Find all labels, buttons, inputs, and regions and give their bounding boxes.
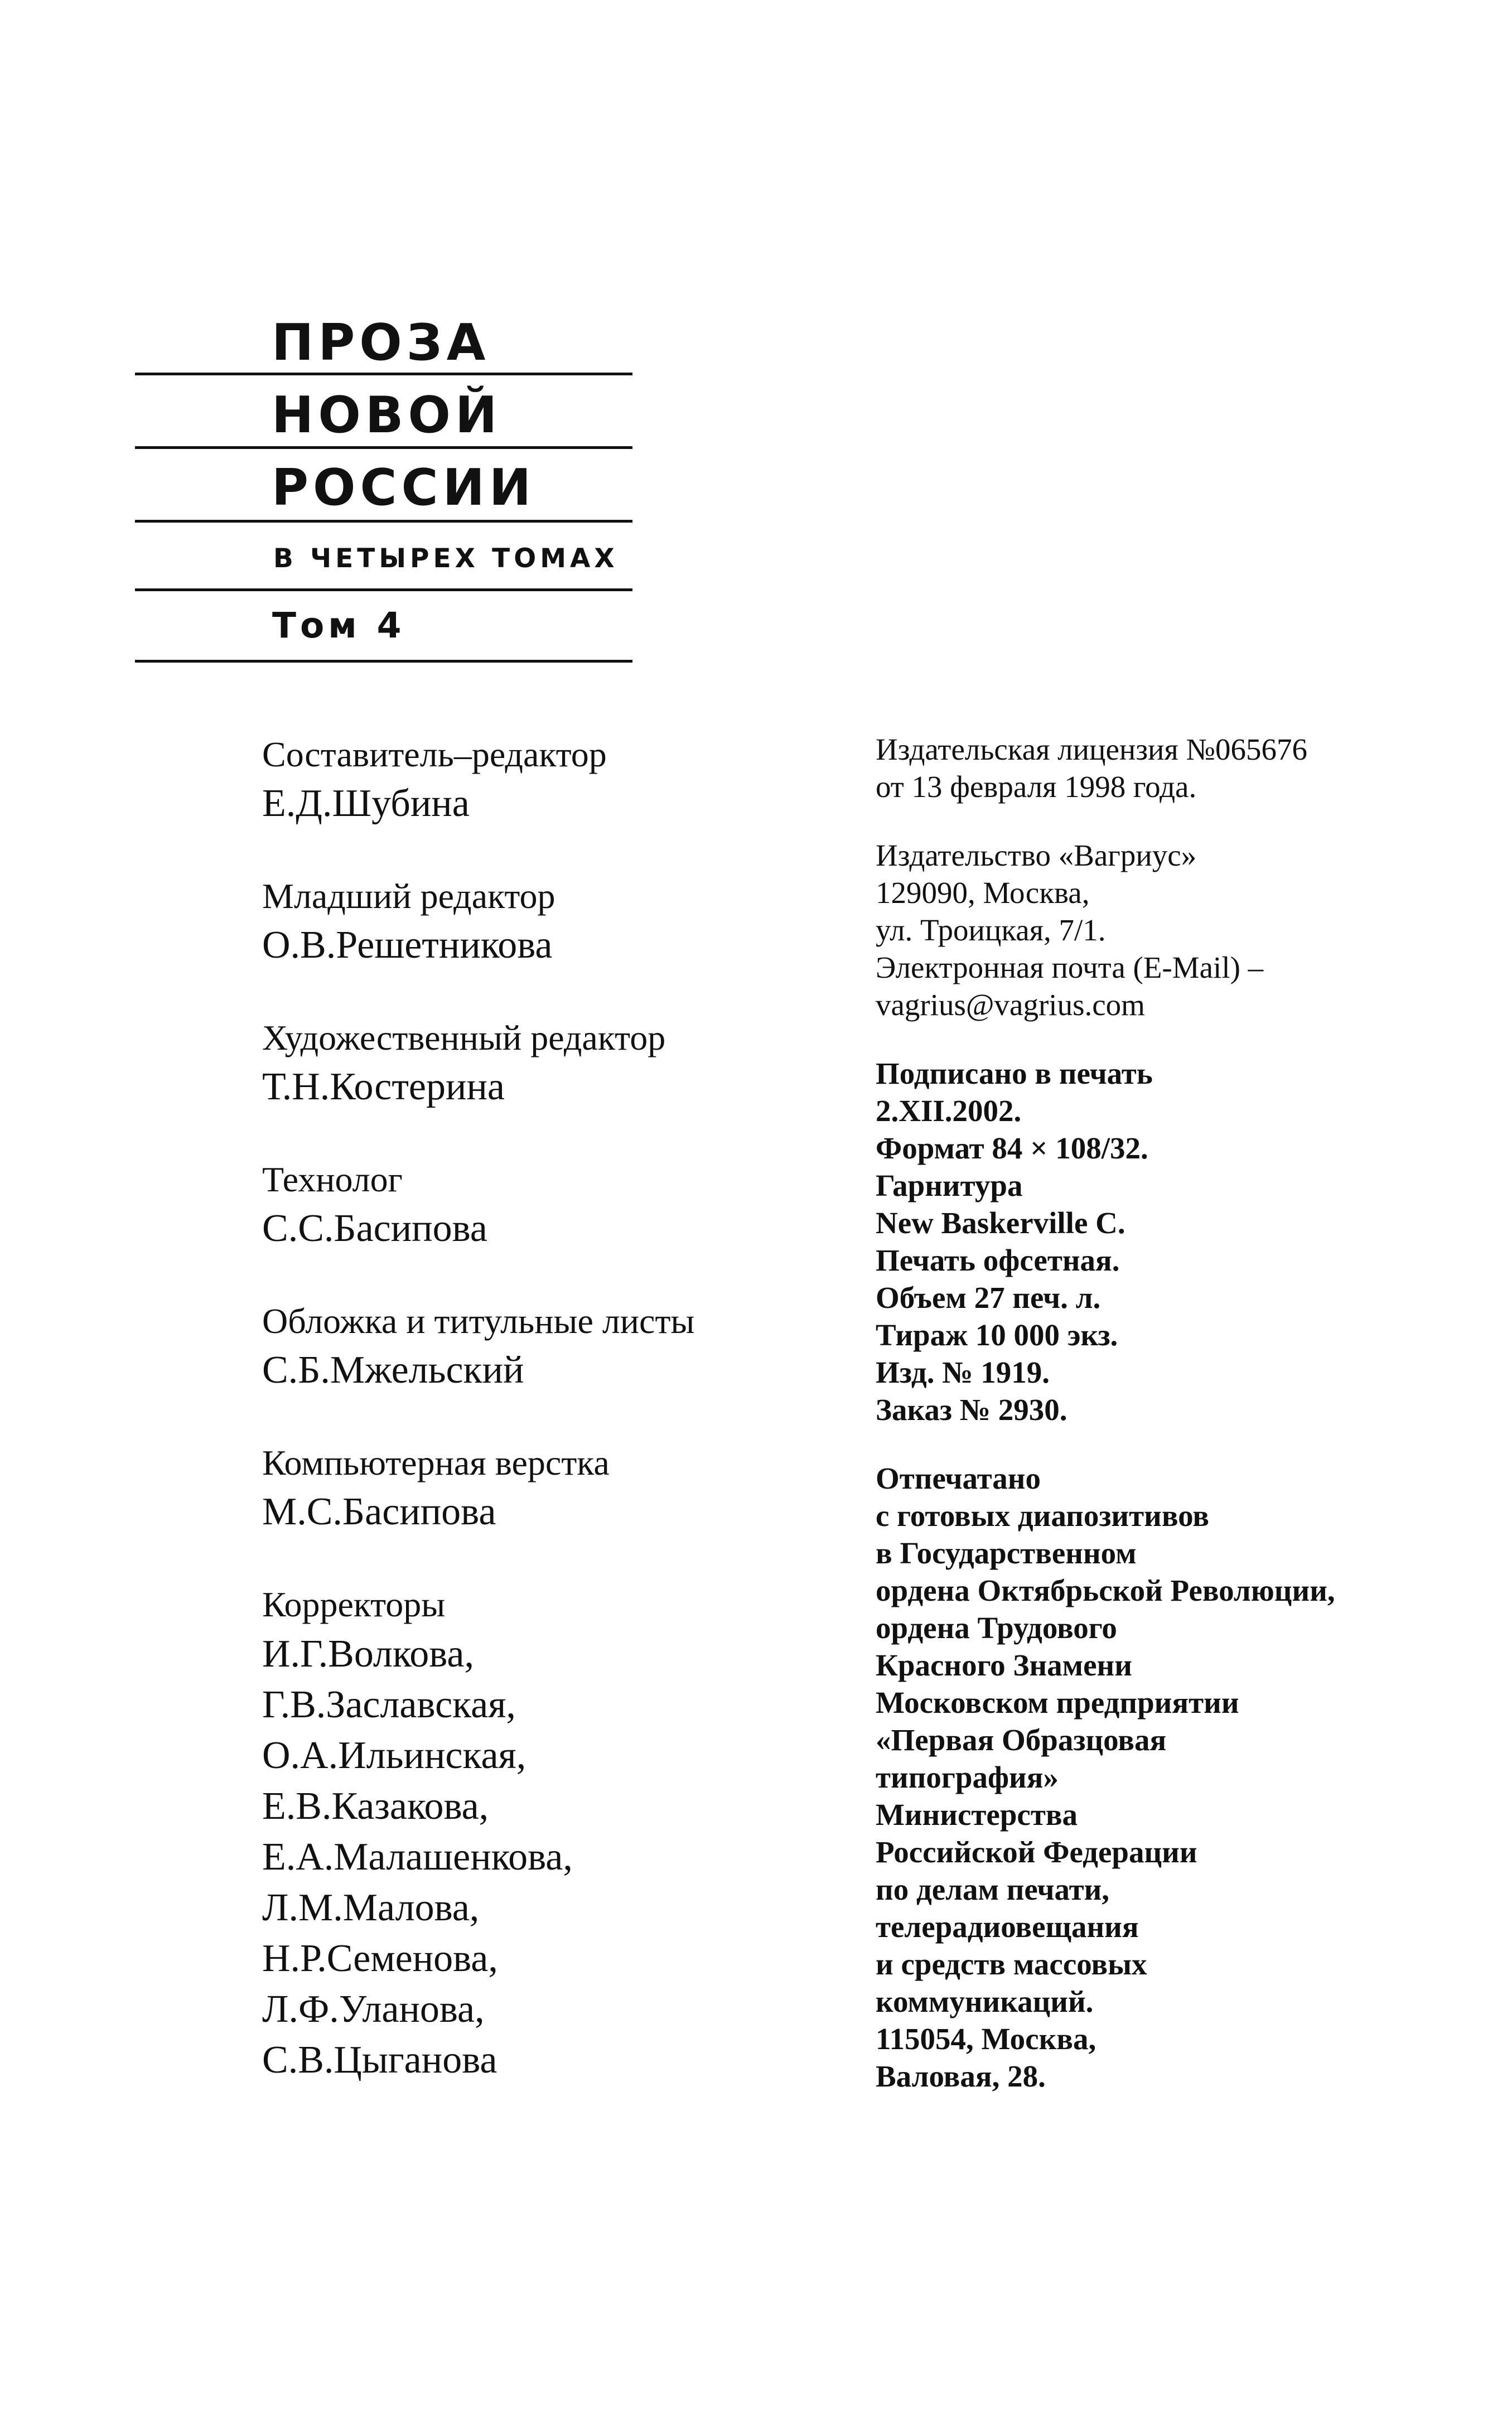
staff-group bbox=[262, 731, 820, 829]
staff-role: Технолог bbox=[262, 1160, 403, 1199]
staff-role: Корректоры bbox=[262, 1585, 446, 1624]
staff-name: С.Б.Мжельский bbox=[262, 1349, 524, 1392]
print-detail-line: Подписано в печать bbox=[876, 1056, 1153, 1090]
printer-line: «Первая Образцовая bbox=[876, 1723, 1167, 1757]
printer-line: Отпечатано bbox=[876, 1461, 1041, 1495]
staff-name: С.В.Цыганова bbox=[262, 2039, 497, 2081]
staff-role: Младший редактор bbox=[262, 876, 555, 916]
staff-name: М.С.Басипова bbox=[262, 1490, 496, 1533]
publisher-line: ул. Троицкая, 7/1. bbox=[876, 913, 1106, 947]
staff-role: Составитель–редактор bbox=[262, 735, 607, 774]
title-rule-3 bbox=[135, 520, 632, 523]
printer-line: с готовых диапозитивов bbox=[876, 1499, 1209, 1533]
staff-name: Е.В.Казакова, bbox=[262, 1785, 489, 1828]
print-detail-line: Печать офсетная. bbox=[876, 1243, 1120, 1277]
printer-line: телерадиовещания bbox=[876, 1910, 1139, 1944]
staff-name: И.Г.Волкова, bbox=[262, 1633, 474, 1675]
staff-group bbox=[262, 1156, 820, 1254]
staff-group bbox=[262, 1014, 820, 1112]
staff-name: Е.Д.Шубина bbox=[262, 782, 470, 825]
print-detail-line: Тираж 10 000 экз. bbox=[876, 1318, 1118, 1352]
staff-role: Художественный редактор bbox=[262, 1018, 666, 1057]
print-detail-line: New Baskerville C. bbox=[876, 1206, 1125, 1240]
printer-line: в Государственном bbox=[876, 1536, 1137, 1570]
publisher-line: Издательство «Вагриус» bbox=[876, 838, 1197, 872]
publisher-line: Электронная почта (E-Mail) – bbox=[876, 950, 1264, 984]
license-info bbox=[876, 731, 1489, 805]
editorial-staff bbox=[262, 731, 820, 2129]
staff-name: Е.А.Малашенкова, bbox=[262, 1836, 573, 1878]
volume-number: Том 4 bbox=[272, 605, 405, 646]
print-detail-line: 2.XII.2002. bbox=[876, 1094, 1022, 1128]
staff-group bbox=[262, 1297, 820, 1395]
staff-name: Г.В.Заславская, bbox=[262, 1683, 516, 1726]
printer-line: Московском предприятии bbox=[876, 1685, 1239, 1720]
license-line: от 13 февраля 1998 года. bbox=[876, 770, 1197, 804]
staff-name: О.В.Решетникова bbox=[262, 924, 553, 967]
staff-role: Компьютерная верстка bbox=[262, 1443, 610, 1482]
publisher-email: vagrius@vagrius.com bbox=[876, 988, 1145, 1022]
printer-line: типография» bbox=[876, 1760, 1059, 1794]
printer-line: ордена Трудового bbox=[876, 1611, 1117, 1645]
printer-info bbox=[876, 1460, 1489, 2095]
printer-line: Валовая, 28. bbox=[876, 2059, 1046, 2093]
staff-name: О.А.Ильинская, bbox=[262, 1734, 526, 1777]
title-rule-2 bbox=[135, 446, 632, 449]
publisher-line: 129090, Москва, bbox=[876, 876, 1090, 910]
print-detail-line: Заказ № 2930. bbox=[876, 1393, 1067, 1427]
staff-name: Л.М.Малова, bbox=[262, 1886, 480, 1929]
publisher-info bbox=[876, 837, 1489, 1023]
series-title-line-3: РОССИИ bbox=[272, 458, 536, 517]
staff-group bbox=[262, 872, 820, 970]
series-title-line-1: ПРОЗА bbox=[272, 313, 490, 372]
print-detail-line: Гарнитура bbox=[876, 1168, 1023, 1202]
printer-line: по делам печати, bbox=[876, 1872, 1110, 1906]
staff-group bbox=[262, 1439, 820, 1537]
print-detail-line: Объем 27 печ. л. bbox=[876, 1281, 1101, 1315]
print-detail-line: Изд. № 1919. bbox=[876, 1355, 1050, 1389]
license-line: Издательская лицензия №065676 bbox=[876, 732, 1308, 766]
printer-line: 115054, Москва, bbox=[876, 2022, 1096, 2056]
print-details bbox=[876, 1055, 1489, 1428]
title-rule-5 bbox=[135, 660, 632, 663]
title-rule-1 bbox=[135, 373, 632, 375]
staff-name: Т.Н.Костерина bbox=[262, 1065, 505, 1108]
printer-line: ордена Октябрьской Революции, bbox=[876, 1573, 1335, 1607]
printer-line: Министерства bbox=[876, 1798, 1078, 1832]
print-detail-line: Формат 84 × 108/32. bbox=[876, 1131, 1148, 1165]
printer-line: и средств массовых bbox=[876, 1947, 1147, 1981]
staff-role: Обложка и титульные листы bbox=[262, 1301, 695, 1341]
printer-line: коммуникаций. bbox=[876, 1984, 1094, 2018]
staff-group-correctors bbox=[262, 1581, 820, 2085]
printer-line: Красного Знамени bbox=[876, 1648, 1132, 1682]
series-title-line-2: НОВОЙ bbox=[272, 386, 502, 445]
staff-name: Н.Р.Семенова, bbox=[262, 1937, 498, 1980]
printer-line: Российской Федерации bbox=[876, 1835, 1197, 1869]
staff-name: Л.Ф.Уланова, bbox=[262, 1988, 485, 2031]
publication-imprint bbox=[876, 731, 1489, 2126]
title-rule-4 bbox=[135, 588, 632, 591]
staff-name: С.С.Басипова bbox=[262, 1207, 487, 1250]
series-subtitle: В ЧЕТЫРЕХ ТОМАХ bbox=[273, 543, 619, 574]
